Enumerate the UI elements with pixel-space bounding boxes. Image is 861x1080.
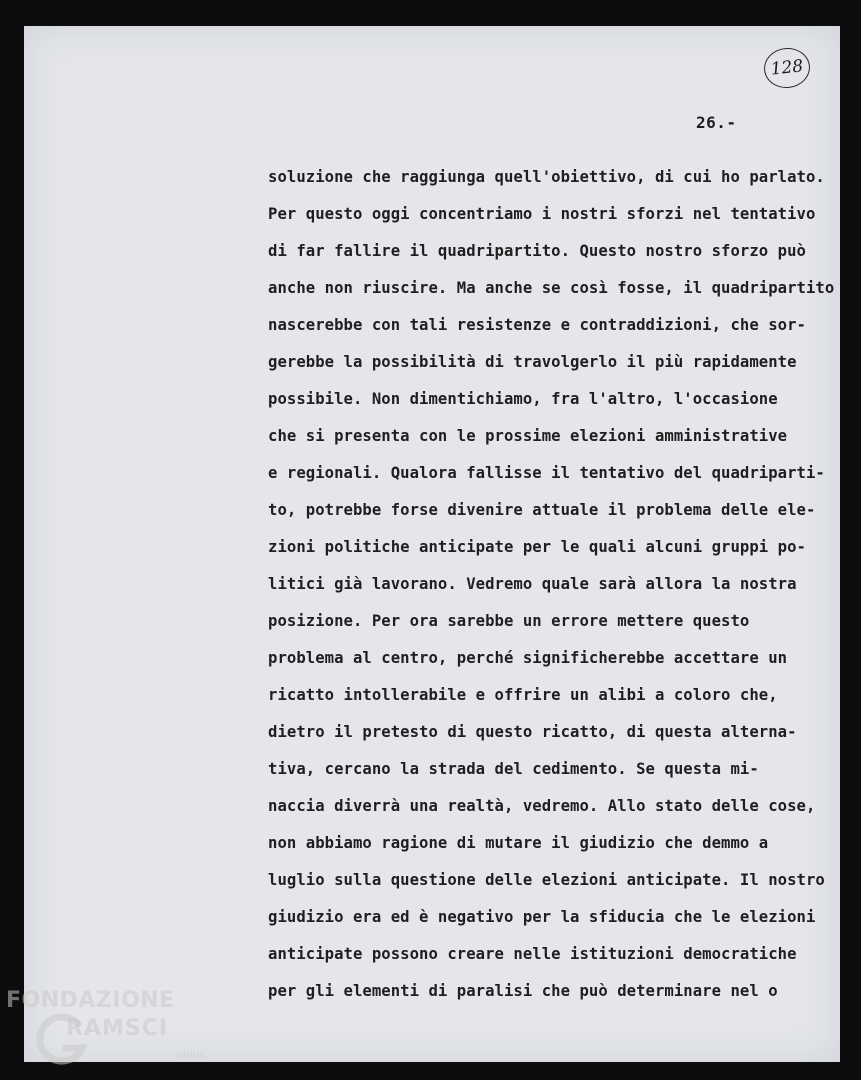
text-line: nascerebbe con tali resistenze e contraddizioni, che sor- [268,316,806,334]
document-page [24,26,840,1062]
text-line: gerebbe la possibilità di travolgerlo il più rapidamente [268,353,797,371]
page-number: 26.- [696,113,737,132]
fondazione-gramsci-watermark [6,988,216,1078]
watermark-line1: FONDAZIONE [6,988,175,1013]
text-line: che si presenta con le prossime elezioni amministrative [268,427,788,445]
text-line: e regionali. Qualora fallisse il tentativo del quadriparti- [268,464,825,482]
text-line: ricatto intollerabile e offrire un alibi a coloro che, [268,686,778,704]
text-line: di far fallire il quadripartito. Questo nostro sforzo può [268,242,806,260]
text-line: problema al centro, perché significherebbe accettare un [268,649,788,667]
text-line: litici già lavorano. Vedremo quale sarà allora la nostra [268,575,797,593]
text-line: per gli elementi di paralisi che può determinare nel o [268,982,778,1000]
text-line: posizione. Per ora sarebbe un errore mettere questo [268,612,750,630]
text-line: giudizio era ed è negativo per la sfiducia che le elezioni [268,908,816,926]
text-line: anticipate possono creare nelle istituzioni democratiche [268,945,797,963]
text-line: tiva, cercano la strada del cedimento. Se questa mi- [268,760,759,778]
text-line: possibile. Non dimentichiamo, fra l'altro, l'occasione [268,390,778,408]
text-line: naccia diverrà una realtà, vedremo. Allo stato delle cose, [268,797,816,815]
text-line: luglio sulla questione delle elezioni anticipate. Il nostro [268,871,825,889]
text-line: anche non riuscire. Ma anche se così fosse, il quadripartito [268,279,835,297]
archive-stamp-number: 128 [769,56,805,80]
text-line: zioni politiche anticipate per le quali alcuni gruppi po- [268,538,806,556]
watermark-line2: RAMSCI [66,1016,169,1041]
text-line: Per questo oggi concentriamo i nostri sforzi nel tentativo [268,205,816,223]
text-line: to, potrebbe forse divenire attuale il problema delle ele- [268,501,816,519]
watermark-suffix: onlus [176,1048,206,1061]
archive-stamp [762,46,812,91]
typed-text-body [268,166,840,1017]
text-line: non abbiamo ragione di mutare il giudizio che demmo a [268,834,769,852]
text-line: soluzione che raggiunga quell'obiettivo, di cui ho parlato. [268,168,825,186]
text-line: dietro il pretesto di questo ricatto, di questa alterna- [268,723,797,741]
